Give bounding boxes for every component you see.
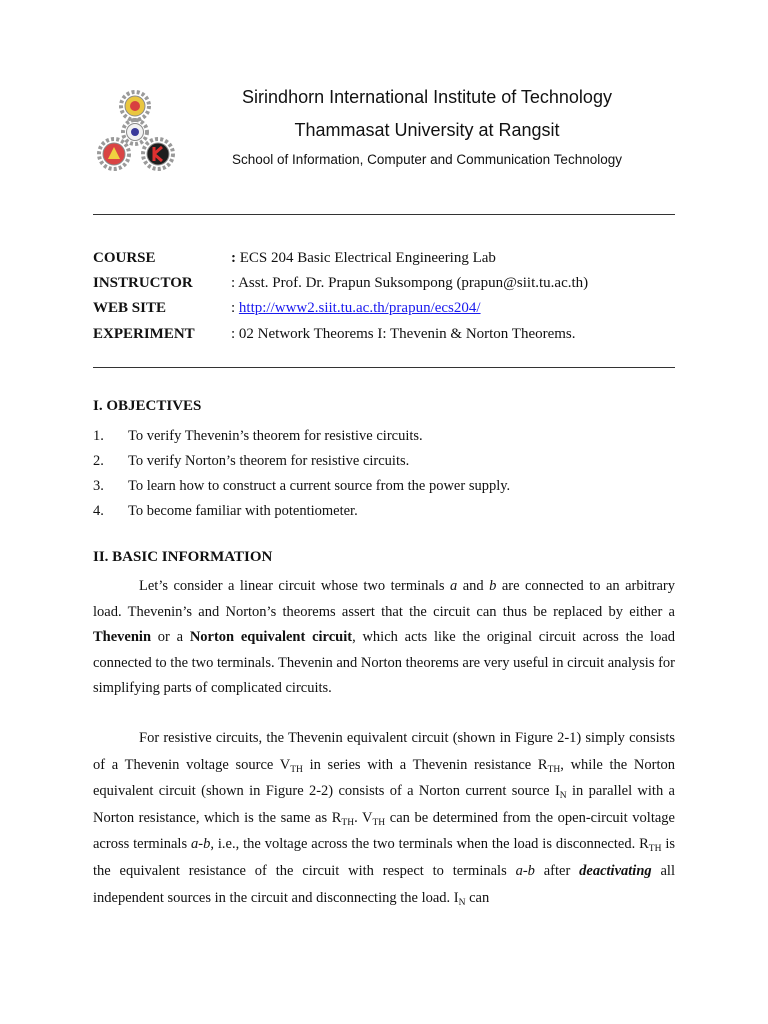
subscript: TH — [547, 764, 561, 775]
text-run: and — [457, 578, 490, 594]
text-run: , while the Norton equivalent circuit (shown in Figure 2-2) consists of a Norton current source I — [93, 756, 675, 800]
school-name: School of Information, Computer and Communication Technology — [232, 152, 622, 167]
meta-key: COURSE — [93, 250, 156, 266]
subscript: TH — [341, 817, 355, 828]
meta-prefix: : — [231, 300, 239, 316]
text-run: For resistive circuits, the Thevenin equivalent circuit (shown in Figure 2-1) simply consists of a Thevenin voltage source V — [93, 730, 675, 773]
course-value: ECS 204 Basic Electrical Engineering Lab — [236, 250, 496, 266]
objectives-title: I. OBJECTIVES — [93, 398, 202, 414]
subscript: N — [559, 791, 567, 802]
objective-text: To become familiar with potentiometer. — [128, 503, 358, 519]
university-name: Thammasat University at Rangsit — [294, 120, 560, 140]
subscript: TH — [648, 844, 662, 855]
text-run: , i.e., the voltage across the two terminals when the load is disconnected. R — [210, 836, 649, 853]
text-run: are connected to an arbitrary load. Thevenin’s and Norton’s theorems assert that the circuit can thus be replaced by either a — [93, 578, 676, 620]
meta-value — [231, 300, 481, 317]
meta-key: INSTRUCTOR — [93, 275, 193, 291]
gear-left-icon — [99, 139, 129, 169]
paragraph-1 — [93, 574, 675, 702]
text-run: after — [534, 862, 580, 879]
text-run: can be determined from the open-circuit voltage across terminals — [93, 809, 675, 853]
bold-italic-term: deactivating — [579, 862, 652, 879]
gear-right-icon — [143, 139, 173, 169]
objective-text: To learn how to construct a current source from the power supply. — [128, 478, 511, 494]
gear-middle-icon — [123, 120, 147, 144]
objective-num: 1. — [93, 428, 104, 444]
objective-num: 4. — [93, 503, 104, 519]
meta-key: WEB SITE — [93, 300, 166, 316]
meta-value: : Asst. Prof. Dr. Prapun Suksompong (prapun@siit.tu.ac.th) — [231, 275, 589, 291]
gear-top-icon — [121, 92, 149, 120]
objective-text: To verify Thevenin’s theorem for resistive circuits. — [128, 428, 423, 444]
meta-value: : 02 Network Theorems I: Thevenin & Norton Theorems. — [231, 326, 576, 342]
italic-term: a-b — [191, 836, 211, 853]
text-run: . V — [354, 809, 373, 826]
bold-term: Thevenin — [93, 629, 152, 645]
objective-num: 2. — [93, 453, 104, 469]
text-run: Let’s consider a linear circuit whose two terminals — [139, 578, 451, 594]
text-run: all independent sources in the circuit and disconnecting the load. I — [93, 862, 675, 906]
meta-key: EXPERIMENT — [93, 326, 195, 342]
website-link[interactable]: http://www2.siit.tu.ac.th/prapun/ecs204/ — [238, 300, 481, 316]
text-run: in series with a Thevenin resistance R — [302, 756, 548, 773]
paragraph-2 — [93, 725, 675, 911]
text-run: can — [465, 889, 490, 906]
italic-term: b — [489, 578, 497, 594]
text-run: in parallel with a Norton resistance, which is the same as R — [93, 783, 675, 826]
objective-text: To verify Norton’s theorem for resistive circuits. — [128, 453, 410, 469]
text-run: is the equivalent resistance of the circuit with respect to terminals — [93, 836, 676, 879]
italic-term: a-b — [515, 862, 535, 879]
text-run: , which acts like the original circuit across the load connected to the two terminals. Thevenin and Norton theorems are very useful in circuit analysis for simplifying parts of complicated circuits. — [93, 629, 676, 696]
italic-term: a — [450, 578, 458, 594]
subscript: TH — [372, 817, 386, 828]
objective-num: 3. — [93, 478, 104, 494]
subscript: TH — [290, 764, 303, 775]
institute-name: Sirindhorn International Institute of Technology — [242, 87, 612, 107]
bold-term: Norton equivalent circuit — [189, 629, 353, 645]
basic-info-title: II. BASIC INFORMATION — [93, 549, 273, 565]
divider-top — [93, 214, 675, 215]
meta-value: : ECS 204 Basic Electrical Engineering Lab — [231, 250, 496, 266]
siit-logo — [94, 90, 190, 174]
subscript: N — [458, 897, 466, 908]
divider-bottom — [93, 367, 675, 368]
text-run: or a — [151, 629, 190, 645]
